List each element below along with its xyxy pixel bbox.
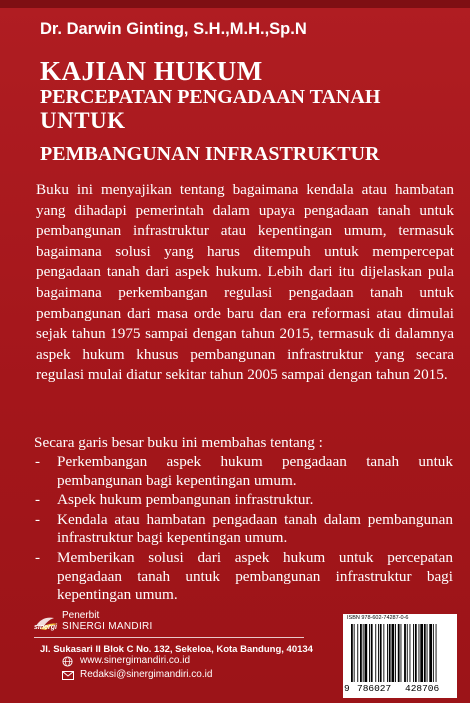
outline-item — [33, 491, 453, 510]
divider — [34, 637, 304, 638]
barcode-bar — [378, 624, 379, 682]
barcode-bar — [354, 624, 355, 682]
barcode-bars — [351, 624, 451, 682]
barcode-bar — [357, 624, 358, 682]
barcode-bar — [363, 624, 364, 682]
outline-item — [33, 549, 453, 605]
barcode-bar — [371, 624, 373, 682]
author-name: Dr. Darwin Ginting, S.H.,M.H.,Sp.N — [40, 20, 307, 38]
outline-item — [33, 453, 453, 490]
barcode-bar — [380, 624, 382, 682]
title-line-3: UNTUK — [40, 108, 126, 133]
barcode-bar — [401, 624, 402, 682]
barcode-bar — [410, 624, 411, 682]
barcode-bar — [387, 624, 388, 682]
barcode-bar — [415, 624, 417, 682]
title-line-1: KAJIAN HUKUM — [40, 56, 263, 86]
barcode-bar — [413, 624, 414, 682]
barcode-bar — [407, 624, 408, 682]
barcode-bar — [427, 624, 428, 682]
barcode-bar — [369, 624, 370, 682]
outline-item-text: Kendala atau hambatan pengadaan tanah dalam pembangunan infrastruktur bagi kepentingan umum. — [57, 510, 453, 547]
synopsis-paragraph: Buku ini menyajikan tentang bagaimana kendala atau hambatan yang dihadapi pemerintah dalam upaya pengadaan tanah untuk pembangunan infrastruktur atau kepentingan umum, termasuk bagaimana solusi yang harus ditempuh untuk mempercepat pengadaan tanah dari aspek hukum. Lebih dari itu dijelaskan pula bagaimana perkembangan regulasi pengadaan tanah untuk pembangunan dari masa orde baru dan era reformasi atau dimulai sejak tahun 1975 sampai dengan tahun 2015, termasuk di dalamnya aspek hukum khusus pembangunan infrastruktur yang secara regulasi mulai diatur sekitar tahun 2005 sampai dengan tahun 2015. — [36, 181, 454, 384]
barcode-bar — [398, 624, 400, 682]
publisher-address: Jl. Sukasari II Blok C No. 132, Sekeloa, Kota Bandung, 40134 — [40, 644, 313, 655]
barcode-digit-first: 9 — [344, 683, 350, 694]
top-edge — [0, 0, 470, 8]
publisher-name: SINERGI MANDIRI — [62, 621, 153, 632]
barcode-bar — [360, 624, 362, 682]
barcode-bar — [375, 624, 376, 682]
bullet-dash: - — [35, 548, 41, 566]
barcode-bar — [433, 624, 434, 682]
barcode-bar — [383, 624, 384, 682]
isbn-barcode — [343, 614, 457, 698]
bullet-dash: - — [35, 491, 41, 509]
barcode-bar — [424, 624, 426, 682]
logo-wordmark: sinergi — [34, 624, 57, 631]
barcode-bar — [392, 624, 395, 682]
barcode-bar — [419, 624, 420, 682]
barcode-bar — [395, 624, 396, 682]
bullet-dash: - — [35, 453, 41, 470]
publisher-website[interactable]: www.sinergimandiri.co.id — [80, 655, 191, 666]
barcode-bar — [429, 624, 432, 682]
barcode-bar — [404, 624, 406, 682]
barcode-bar — [389, 624, 391, 682]
barcode-bar — [436, 624, 437, 682]
barcode-bar — [420, 624, 423, 682]
barcode-digits-left: 786027 — [357, 683, 392, 694]
barcode-bar — [365, 624, 368, 682]
outline-intro: Secara garis besar buku ini membahas tentang : — [34, 434, 323, 451]
outline-item — [33, 511, 453, 548]
outline-item-text: Perkembangan aspek hukum pengadaan tanah untuk pembangunan bagi kepentingan umum. — [57, 453, 453, 489]
outline-item-text: Memberikan solusi dari aspek hukum untuk percepatan pengadaan tanah untuk pembangunan infrastruktur bagi kepentingan umum. — [57, 548, 453, 604]
publisher-label: Penerbit — [62, 610, 100, 621]
mail-icon — [62, 671, 74, 680]
publisher-email[interactable]: Redaksi@sinergimandiri.co.id — [80, 669, 213, 680]
barcode-bar — [351, 624, 353, 682]
isbn-number: ISBN 978-602-74287-0-6 — [347, 615, 409, 621]
outline-item-text: Aspek hukum pembangunan infrastruktur. — [57, 491, 314, 509]
globe-icon — [62, 656, 73, 667]
title-line-4: PEMBANGUNAN INFRASTRUKTUR — [40, 143, 380, 165]
title-line-2: PERCEPATAN PENGADAAN TANAH — [40, 86, 381, 108]
bullet-dash: - — [35, 510, 41, 528]
outline-list — [33, 453, 453, 606]
barcode-digits-right: 428706 — [405, 683, 440, 694]
